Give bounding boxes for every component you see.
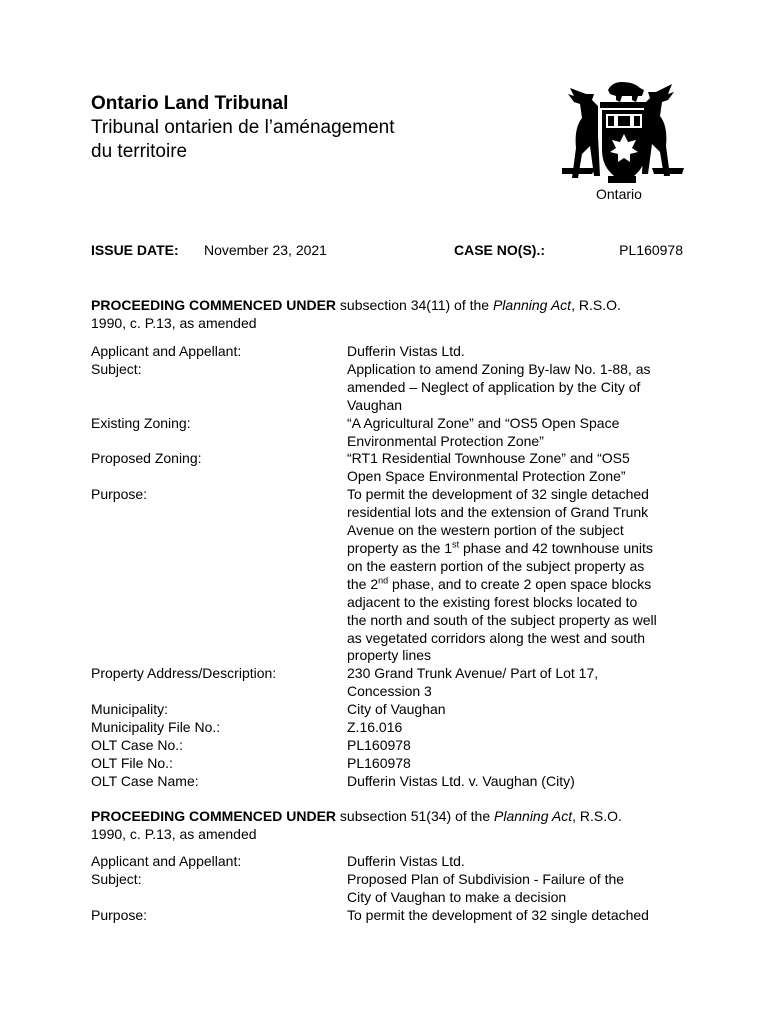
detail-row-olt-case-name xyxy=(91,773,691,791)
detail-row-subject-2 xyxy=(91,871,691,907)
purpose-line: To permit the development of 32 single detached xyxy=(347,486,649,503)
proposed-zoning-value xyxy=(347,450,683,486)
case-details-1 xyxy=(91,343,691,791)
issue-date-label: ISSUE DATE: xyxy=(91,242,179,258)
purpose-line xyxy=(347,540,683,558)
subject-line: Proposed Plan of Subdivision - Failure of the xyxy=(347,870,625,887)
purpose-line: adjacent to the existing forest blocks located to xyxy=(347,593,638,610)
purpose-label: Purpose: xyxy=(91,906,148,923)
proceeding-text-2: subsection 51(34) of the xyxy=(336,808,495,824)
purpose-line xyxy=(347,576,683,594)
detail-row-purpose-2 xyxy=(91,907,691,925)
existing-zoning-value xyxy=(347,415,683,451)
case-number-value: PL160978 xyxy=(619,242,683,258)
detail-row-purpose xyxy=(91,486,691,665)
olt-case-name-label: OLT Case Name: xyxy=(91,772,199,789)
proceeding-line2-2: 1990, c. P.13, as amended xyxy=(91,826,257,842)
detail-row-olt-file xyxy=(91,755,691,773)
existing-zoning-line: “A Agricultural Zone” and “OS5 Open Space xyxy=(347,414,620,431)
ordinal-suffix: nd xyxy=(378,575,389,586)
tribunal-name-fr-line1: Tribunal ontarien de l’aménagement xyxy=(91,117,395,138)
subject-value xyxy=(347,361,683,415)
tribunal-name-en: Ontario Land Tribunal xyxy=(91,93,289,114)
address-line: 230 Grand Trunk Avenue/ Part of Lot 17, xyxy=(347,665,599,682)
municipality-file-value: Z.16.016 xyxy=(347,719,403,736)
purpose-line: residential lots and the extension of Grand Trunk xyxy=(347,504,649,521)
municipality-label: Municipality: xyxy=(91,701,169,718)
proceeding-text-1: subsection 34(11) of the xyxy=(336,297,493,313)
subject-label: Subject: xyxy=(91,870,142,887)
purpose-label: Purpose: xyxy=(91,486,148,503)
purpose-value xyxy=(347,486,683,665)
detail-row-applicant-2 xyxy=(91,853,691,871)
tribunal-name-fr-line2: du territoire xyxy=(91,141,188,162)
municipality-file-label: Municipality File No.: xyxy=(91,719,221,736)
olt-case-value: PL160978 xyxy=(347,736,411,753)
proceeding-bold-2: PROCEEDING COMMENCED UNDER xyxy=(91,808,337,824)
planning-act-ref-1: Planning Act xyxy=(492,297,572,313)
subject-line: Vaughan xyxy=(347,396,403,413)
purpose-line: the north and south of the subject property as well xyxy=(347,611,657,628)
applicant-label: Applicant and Appellant: xyxy=(91,853,242,869)
proceeding-line2-1: 1990, c. P.13, as amended xyxy=(91,315,257,331)
purpose-line: as vegetated corridors along the west and south xyxy=(347,629,646,646)
detail-row-address xyxy=(91,665,691,701)
olt-case-label: OLT Case No.: xyxy=(91,736,184,753)
subject-line: Application to amend Zoning By-law No. 1-88, as xyxy=(347,360,651,377)
proceeding-heading-2 xyxy=(91,807,691,843)
proposed-zoning-line: “RT1 Residential Townhouse Zone” and “OS5 xyxy=(347,450,630,467)
purpose-line: Avenue on the western portion of the subject xyxy=(347,522,624,539)
proposed-zoning-label: Proposed Zoning: xyxy=(91,450,202,467)
olt-file-value: PL160978 xyxy=(347,754,411,771)
issue-date-value: November 23, 2021 xyxy=(204,242,327,258)
case-details-2 xyxy=(91,853,691,925)
ontario-logo-text: Ontario xyxy=(596,186,642,202)
ordinal-suffix: st xyxy=(452,539,460,550)
detail-row-applicant xyxy=(91,343,691,361)
detail-row-subject xyxy=(91,361,691,415)
detail-row-proposed-zoning xyxy=(91,450,691,486)
proceeding-post-1: , R.S.O. xyxy=(571,297,621,313)
purpose-text: phase and 42 townhouse units xyxy=(459,539,653,556)
detail-row-municipality-file xyxy=(91,719,691,737)
olt-file-label: OLT File No.: xyxy=(91,754,173,771)
tribunal-title-block xyxy=(91,92,471,164)
subject-line: amended – Neglect of application by the City of xyxy=(347,378,641,395)
olt-case-name-value: Dufferin Vistas Ltd. v. Vaughan (City) xyxy=(347,772,575,789)
purpose-value: To permit the development of 32 single detached xyxy=(347,906,649,923)
purpose-line: on the eastern portion of the subject property as xyxy=(347,557,645,574)
proposed-zoning-line: Open Space Environmental Protection Zone” xyxy=(347,468,626,485)
address-value xyxy=(347,665,683,701)
detail-row-existing-zoning xyxy=(91,415,691,451)
purpose-text: the 2 xyxy=(347,575,379,592)
issue-row xyxy=(91,242,683,260)
existing-zoning-line: Environmental Protection Zone” xyxy=(347,432,544,449)
proceeding-heading-1 xyxy=(91,296,691,332)
purpose-text: phase, and to create 2 open space blocks xyxy=(388,575,652,592)
subject-value xyxy=(347,871,683,907)
applicant-value: Dufferin Vistas Ltd. xyxy=(347,343,465,359)
proceeding-post-2: , R.S.O. xyxy=(572,808,622,824)
purpose-text: property as the 1 xyxy=(347,539,453,556)
subject-line: City of Vaughan to make a decision xyxy=(347,888,567,905)
applicant-label: Applicant and Appellant: xyxy=(91,343,242,359)
subject-label: Subject: xyxy=(91,360,142,377)
detail-row-municipality xyxy=(91,701,691,719)
applicant-value: Dufferin Vistas Ltd. xyxy=(347,853,465,869)
municipality-value: City of Vaughan xyxy=(347,701,446,718)
planning-act-ref-2: Planning Act xyxy=(494,808,573,824)
proceeding-bold-1: PROCEEDING COMMENCED UNDER xyxy=(91,297,337,313)
address-label: Property Address/Description: xyxy=(91,665,277,682)
existing-zoning-label: Existing Zoning: xyxy=(91,414,191,431)
detail-row-olt-case xyxy=(91,737,691,755)
purpose-line: property lines xyxy=(347,647,432,664)
address-line: Concession 3 xyxy=(347,683,432,700)
case-number-label: CASE NO(S).: xyxy=(454,242,545,258)
